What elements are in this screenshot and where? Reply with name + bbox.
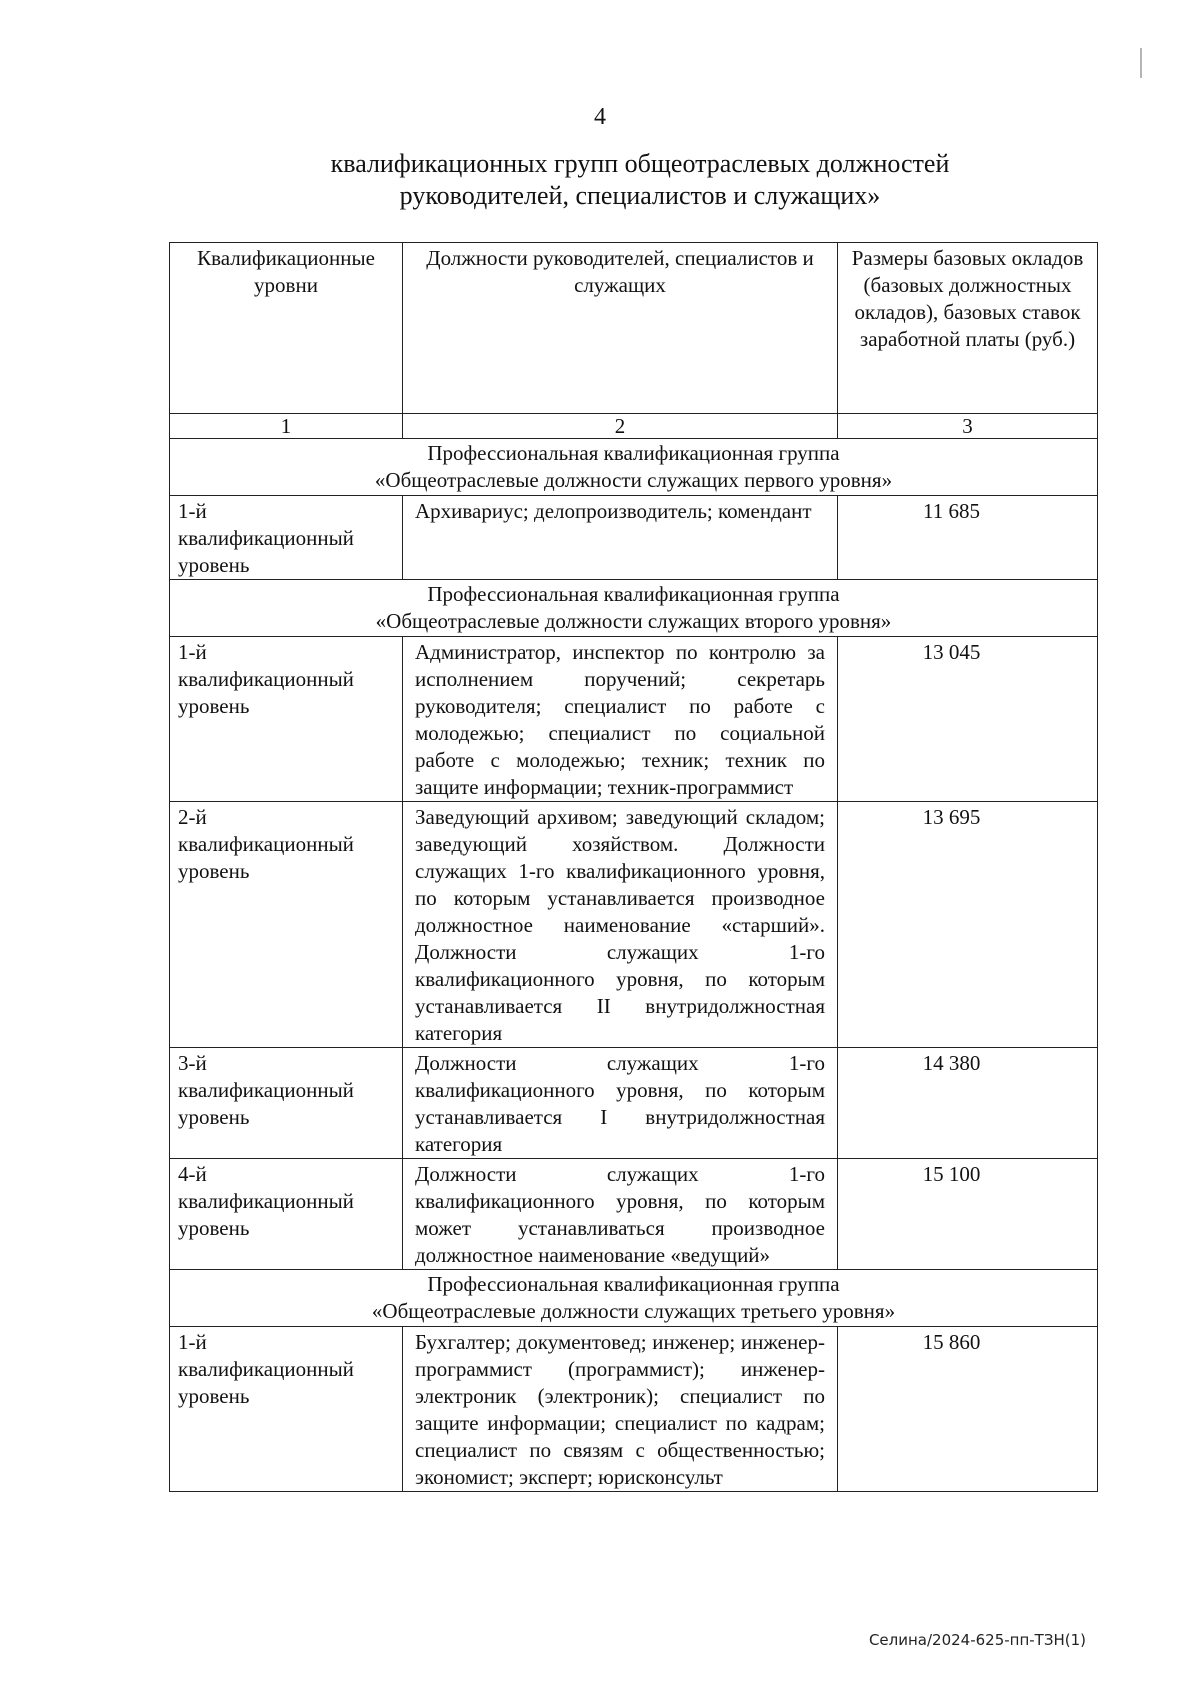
- group-title-line-1: Профессиональная квалификационная группа: [427, 1272, 840, 1296]
- group-header-row: [170, 580, 1098, 637]
- level-cell: 1-й квалификационный уровень: [170, 1327, 403, 1492]
- salary-cell: 14 380: [838, 1048, 1098, 1159]
- level-cell: 1-й квалификационный уровень: [170, 496, 403, 580]
- level-cell: 4-й квалификационный уровень: [170, 1159, 403, 1270]
- group-title-line-2: «Общеотраслевые должности служащих третьего уровня»: [371, 1299, 896, 1323]
- scan-edge-mark: [1140, 48, 1142, 78]
- salary-cell: 15 860: [838, 1327, 1098, 1492]
- header-salary: Размеры базовых окладов (базовых должностных окладов), базовых ставок заработной платы (руб.): [838, 243, 1098, 414]
- group-title-line-2: «Общеотраслевые должности служащих первого уровня»: [374, 468, 893, 492]
- page-title-line-2: руководителей, специалистов и служащих»: [399, 181, 881, 210]
- table-row: [170, 496, 1098, 580]
- group-title: [170, 580, 1098, 637]
- positions-cell: Должности служащих 1-го квалификационного уровня, по которым устанавливается I внутридолжностная категория: [403, 1048, 838, 1159]
- positions-cell: Администратор, инспектор по контролю за исполнением поручений; секретарь руководителя; специалист по работе с молодежью; специалист по социальной работе с молодежью; техник; техник по защите информации; техник-программист: [403, 637, 838, 802]
- document-code: Селина/2024-625-пп-ТЗН(1): [868, 1631, 1086, 1649]
- level-cell: 3-й квалификационный уровень: [170, 1048, 403, 1159]
- table-row: [170, 802, 1098, 1048]
- salary-cell: 13 695: [838, 802, 1098, 1048]
- page-number: 4: [594, 104, 606, 130]
- table-row: [170, 637, 1098, 802]
- column-number: 1: [170, 414, 403, 439]
- group-title: [170, 439, 1098, 496]
- table-row: [170, 1048, 1098, 1159]
- group-title-line-2: «Общеотраслевые должности служащих второго уровня»: [375, 609, 892, 633]
- positions-cell: Должности служащих 1-го квалификационного уровня, по которым может устанавливаться производное должностное наименование «ведущий»: [403, 1159, 838, 1270]
- salary-cell: 13 045: [838, 637, 1098, 802]
- column-number: 3: [838, 414, 1098, 439]
- positions-cell: Бухгалтер; документовед; инженер; инженер-программист (программист); инженер-электроник (электроник); специалист по защите информации; специалист по кадрам; специалист по связям с общественностью; экономист; эксперт; юрисконсульт: [403, 1327, 838, 1492]
- salary-cell: 11 685: [838, 496, 1098, 580]
- group-title-line-1: Профессиональная квалификационная группа: [427, 582, 840, 606]
- group-title-line-1: Профессиональная квалификационная группа: [427, 441, 840, 465]
- positions-cell: Архивариус; делопроизводитель; комендант: [403, 496, 838, 580]
- table-row: [170, 1327, 1098, 1492]
- table-header-row: [170, 243, 1098, 414]
- positions-cell: Заведующий архивом; заведующий складом; заведующий хозяйством. Должности служащих 1-го квалификационного уровня, по которым устанавливается производное должностное наименование «старший». Должности служащих 1-го квалификационного уровня, по которым устанавливается II внутридолжностная категория: [403, 802, 838, 1048]
- table-row: [170, 1159, 1098, 1270]
- salary-cell: 15 100: [838, 1159, 1098, 1270]
- column-number-row: [170, 414, 1098, 439]
- header-positions: Должности руководителей, специалистов и служащих: [403, 243, 838, 414]
- level-cell: 1-й квалификационный уровень: [170, 637, 403, 802]
- group-header-row: [170, 1270, 1098, 1327]
- group-title: [170, 1270, 1098, 1327]
- header-levels: Квалификационные уровни: [170, 243, 403, 414]
- page-title-line-1: квалификационных групп общеотраслевых должностей: [330, 149, 950, 178]
- group-header-row: [170, 439, 1098, 496]
- column-number: 2: [403, 414, 838, 439]
- level-cell: 2-й квалификационный уровень: [170, 802, 403, 1048]
- salary-table: [169, 242, 1098, 1492]
- page-title: [200, 148, 1080, 212]
